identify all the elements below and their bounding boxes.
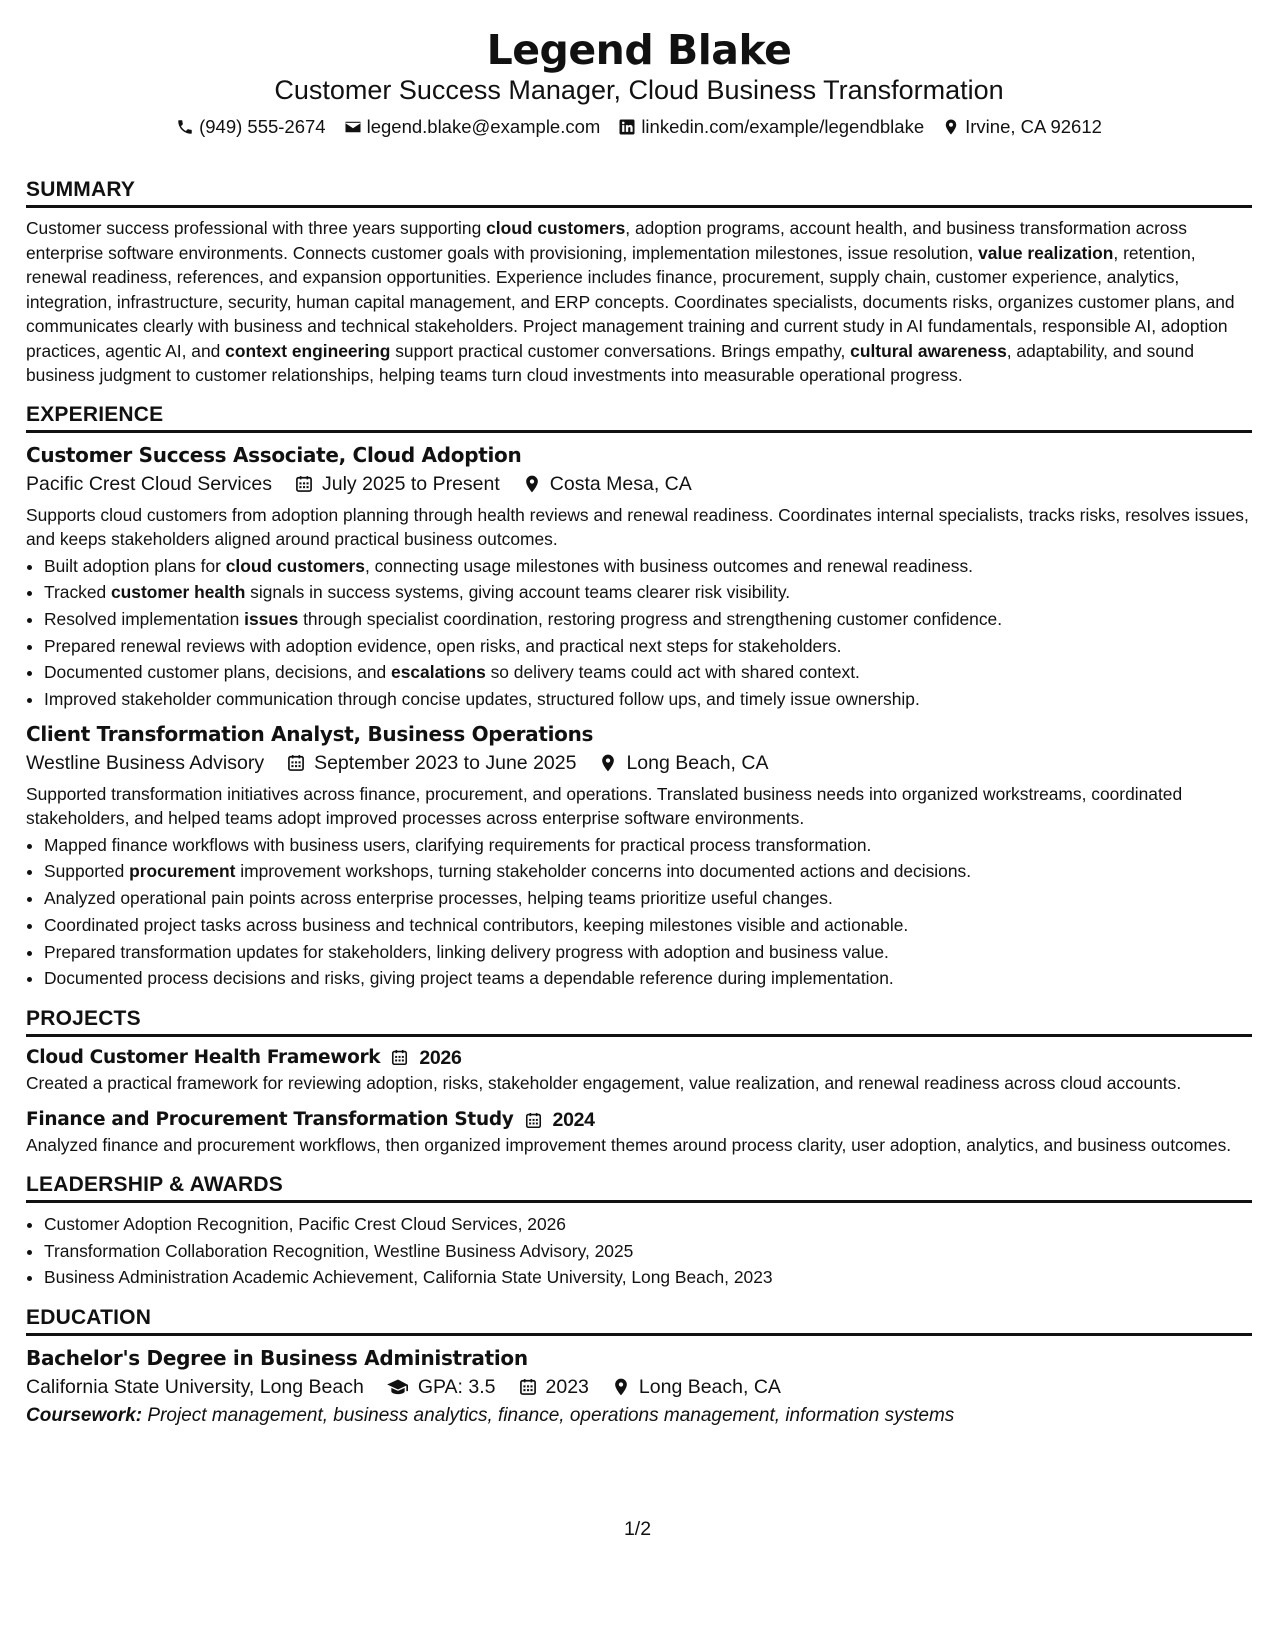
job-entry [26, 441, 1252, 713]
job-entry [26, 720, 1252, 992]
bullet-text: Documented process decisions and risks, giving project teams a dependable reference during implementation. [44, 968, 894, 989]
bullet-text: Prepared renewal reviews with adoption evidence, open risks, and practical next steps for stakeholders. [44, 635, 842, 656]
summary-text [26, 216, 1252, 388]
phone-icon [176, 118, 194, 136]
calendar-icon [294, 474, 314, 494]
summary-bold: cloud customers [486, 218, 626, 238]
bullet-bold: customer health [111, 582, 246, 603]
calendar-icon [390, 1048, 409, 1067]
job-bullets [26, 832, 1252, 992]
list-item [44, 939, 1252, 966]
graduation-year: 2023 [545, 1376, 589, 1399]
summary-title: SUMMARY [26, 176, 1252, 208]
summary-bold: context engineering [225, 340, 391, 361]
map-pin-icon [598, 753, 618, 773]
bullet-text: improvement workshops, turning stakeholder concerns into documented actions and decisions. [235, 861, 972, 882]
bullet-text: Tracked [44, 582, 112, 603]
list-item [44, 579, 1252, 606]
school-name: California State University, Long Beach [26, 1376, 364, 1399]
job-meta [26, 469, 1252, 499]
job-location: Costa Mesa, CA [549, 472, 692, 495]
list-item: • Business Administration Academic Achievement, California State University, Long Beach, 2023 [44, 1264, 1252, 1291]
summary-text-part: Customer success professional with three years supporting [26, 218, 487, 238]
envelope-icon [344, 118, 362, 136]
bullet-text: signals in success systems, giving account teams clearer risk visibility. [245, 582, 791, 603]
summary-bold: value realization [978, 242, 1114, 263]
project-description: Created a practical framework for reviewing adoption, risks, stakeholder engagement, value realization, and renewal readiness across cloud accounts. [26, 1072, 1182, 1093]
job-description: Supported transformation initiatives across finance, procurement, and operations. Translated business needs into organized workstreams, coordinated stakeholders, and helped teams adopt improved processes across enterprise software environments. [26, 783, 1183, 829]
bullet-text: Resolved implementation [44, 608, 245, 629]
candidate-name: Legend Blake [486, 26, 792, 74]
bullet-text: Coordinated project tasks across business and technical contributors, keeping milestones visible and actionable. [44, 914, 909, 935]
resume-page [26, 0, 1252, 1430]
summary-text-part: , adoption programs, account health, and business transformation across enterprise software environments. Connects customer goals with provisioning, implementation milestones, issue resolution, [26, 218, 1187, 263]
linkedin-icon [618, 118, 636, 136]
bullet-text: Improved stakeholder communication through concise updates, structured follow ups, and timely issue ownership. [44, 689, 920, 710]
bullet-text: through specialist coordination, restoring progress and strengthening customer confidence. [298, 608, 1003, 629]
coursework-text: Project management, business analytics, finance, operations management, information systems [142, 1405, 955, 1427]
summary-text-part: , retention, renewal readiness, references, and expansion opportunities. Experience includes finance, procurement, supply chain, customer experience, analytics, integration, infrastructure, security, human capital management, and ERP concepts. Coordinates specialists, documents risks, organizes customer plans, and communicates clearly with business and technical stakeholders. Project management training and current study in AI fundamentals, responsible AI, adoption practices, agentic AI, and [26, 242, 1235, 361]
experience-title: EXPERIENCE [26, 401, 1252, 433]
job-bullets [26, 553, 1252, 713]
summary-section [26, 176, 1252, 388]
page-number: 1/2 [623, 1518, 652, 1540]
awards-list [26, 1211, 1252, 1291]
job-dates: July 2025 to Present [322, 472, 500, 495]
gpa-text: GPA: 3.5 [417, 1376, 496, 1399]
list-item: • Customer Adoption Recognition, Pacific Crest Cloud Services, 2026 [44, 1211, 1252, 1238]
list-item [44, 912, 1252, 939]
project-description: Analyzed finance and procurement workflows, then organized improvement themes around process clarity, user adoption, analytics, and business outcomes. [26, 1135, 1232, 1156]
contact-bar [26, 113, 1252, 141]
bullet-text: Documented customer plans, decisions, and [44, 662, 392, 683]
list-item [44, 606, 1252, 633]
job-title: Customer Success Associate, Cloud Adoption [26, 442, 522, 467]
job-location: Long Beach, CA [626, 751, 769, 774]
location-text: Irvine, CA 92612 [965, 116, 1102, 137]
project-year: 2024 [552, 1109, 595, 1132]
coursework-label: Coursework: [26, 1405, 143, 1427]
awards-section [26, 1171, 1252, 1291]
job-description: Supports cloud customers from adoption planning through health reviews and renewal readiness. Coordinates internal specialists, tracks risks, resolves issues, and keeps stakeholders aligned around practical business outcomes. [26, 504, 1249, 549]
bullet-text: Mapped finance workflows with business users, clarifying requirements for practical process transformation. [44, 834, 872, 855]
experience-section [26, 401, 1252, 992]
list-item [44, 659, 1252, 686]
contact-email[interactable] [344, 116, 601, 138]
map-pin-icon [942, 118, 960, 136]
school-location: Long Beach, CA [638, 1376, 781, 1399]
project-heading [26, 1045, 1252, 1071]
contact-location [942, 116, 1102, 138]
list-item [44, 858, 1252, 885]
list-item: • Transformation Collaboration Recognition, Westline Business Advisory, 2025 [44, 1238, 1252, 1265]
summary-bold: cultural awareness [850, 340, 1007, 361]
list-item [44, 965, 1252, 992]
project-entry [26, 1045, 1252, 1096]
project-entry [26, 1107, 1252, 1158]
linkedin-link[interactable]: linkedin.com/example/legendblake [641, 116, 925, 137]
degree-title: Bachelor's Degree in Business Administration [26, 1346, 528, 1371]
bullet-bold: cloud customers [225, 555, 365, 576]
candidate-headline: Customer Success Manager, Cloud Business Transformation [274, 75, 1004, 105]
bullet-text: , connecting usage milestones with business outcomes and renewal readiness. [364, 555, 973, 576]
calendar-icon [286, 753, 306, 773]
job-dates: September 2023 to June 2025 [314, 751, 577, 774]
job-title: Client Transformation Analyst, Business Operations [26, 721, 594, 746]
job-company: Pacific Crest Cloud Services [26, 472, 272, 495]
education-meta [26, 1372, 1252, 1402]
contact-phone [176, 116, 326, 138]
projects-title: PROJECTS [26, 1005, 1252, 1037]
list-item [44, 553, 1252, 580]
project-year: 2026 [419, 1046, 462, 1069]
coursework-line [26, 1402, 1252, 1430]
job-meta [26, 748, 1252, 778]
project-name: Cloud Customer Health Framework [26, 1046, 381, 1068]
projects-section [26, 1005, 1252, 1158]
list-item [44, 832, 1252, 859]
bullet-bold: escalations [391, 662, 486, 683]
contact-linkedin[interactable] [618, 116, 924, 138]
list-item [44, 633, 1252, 660]
calendar-icon [518, 1377, 538, 1397]
list-item [44, 686, 1252, 713]
list-item [44, 885, 1252, 912]
bullet-text: Prepared transformation updates for stakeholders, linking delivery progress with adoption and business value. [44, 941, 889, 962]
summary-text-part: , adaptability, and sound business judgment to customer relationships, helping teams turn cloud investments into measurable operational progress. [26, 340, 1195, 385]
email-link[interactable]: legend.blake@example.com [366, 116, 601, 137]
phone-text: (949) 555-2674 [199, 116, 326, 137]
bullet-bold: issues [244, 608, 299, 629]
education-title: EDUCATION [26, 1304, 1252, 1336]
job-company: Westline Business Advisory [26, 751, 265, 774]
education-section [26, 1304, 1252, 1430]
graduation-cap-icon [386, 1377, 410, 1397]
map-pin-icon [522, 474, 542, 494]
awards-title: LEADERSHIP & AWARDS [26, 1171, 1252, 1203]
bullet-text: Supported [44, 861, 130, 882]
bullet-bold: procurement [129, 861, 236, 882]
project-name: Finance and Procurement Transformation Study [26, 1109, 514, 1131]
bullet-text: so delivery teams could act with shared context. [485, 662, 860, 683]
bullet-text: Built adoption plans for [44, 555, 226, 576]
summary-text-part: support practical customer conversations. Brings empathy, [390, 340, 851, 361]
project-heading [26, 1107, 1252, 1133]
calendar-icon [524, 1111, 543, 1130]
map-pin-icon [611, 1377, 631, 1397]
bullet-text: Analyzed operational pain points across enterprise processes, helping teams prioritize useful changes. [44, 888, 833, 909]
